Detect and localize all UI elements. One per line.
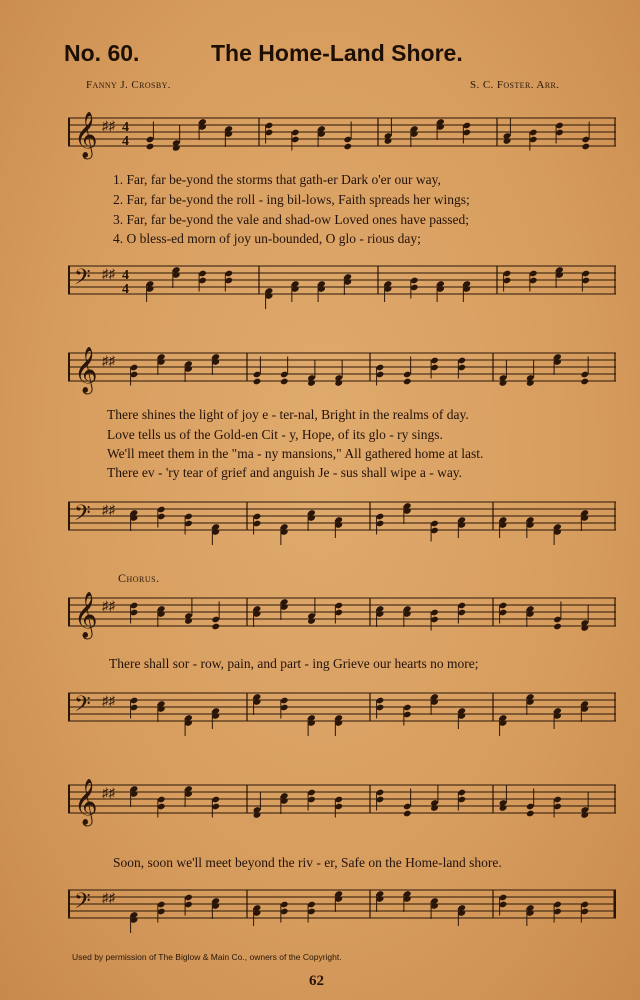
hymn-number: No. 60.: [64, 40, 140, 66]
treble-clef-icon: 𝄞: [74, 592, 98, 638]
key-signature-sharps: ♯♯: [102, 266, 115, 281]
verse-line-5: There shines the light of joy e - ter-nal, Bright in the realms of day.: [107, 407, 469, 422]
treble-clef-icon: 𝄞: [74, 112, 98, 158]
key-signature-sharps: ♯♯: [102, 598, 115, 613]
verse-line-8: There ev - 'ry tear of grief and anguish Je - sus shall wipe a - way.: [107, 465, 463, 480]
bass-clef-icon: 𝄢: [74, 889, 91, 919]
copyright-footnote: Used by permission of The Biglow & Main Co., owners of the Copyright.: [72, 952, 342, 962]
time-signature-numerator: 4: [122, 120, 129, 135]
treble-clef-icon: 𝄞: [74, 347, 98, 393]
chorus-lyric-2: Soon, soon we'll meet beyond the riv - er, Safe on the Home-land shore.: [113, 855, 502, 870]
treble-staff-system-1: [68, 108, 616, 168]
time-signature-denominator: 4: [122, 134, 129, 149]
bass-staff-system-2: [68, 492, 616, 552]
key-signature-sharps: ♯♯: [102, 890, 115, 905]
time-signature-denominator: 4: [122, 282, 129, 297]
bass-staff-system-3: [68, 683, 616, 743]
bass-clef-icon: 𝄢: [74, 692, 91, 722]
verse-line-2: 2. Far, far be-yond the roll - ing bil-lows, Faith spreads her wings;: [113, 192, 470, 207]
verse-line-1: 1. Far, far be-yond the storms that gath-er Dark o'er our way,: [113, 172, 441, 187]
bass-staff-system-1: [68, 256, 616, 316]
verse-line-6: Love tells us of the Gold-en Cit - y, Hope, of its glo - ry sings.: [107, 427, 443, 442]
treble-clef-icon: 𝄞: [74, 779, 98, 825]
key-signature-sharps: ♯♯: [102, 118, 115, 133]
treble-staff-system-2: [68, 343, 616, 403]
chorus-label: Chorus.: [118, 571, 160, 585]
key-signature-sharps: ♯♯: [102, 502, 115, 517]
hymn-title: The Home-Land Shore.: [211, 40, 463, 66]
verse-line-4: 4. O bless-ed morn of joy un-bounded, O glo - rious day;: [113, 231, 421, 246]
time-signature-numerator: 4: [122, 268, 129, 283]
key-signature-sharps: ♯♯: [102, 353, 115, 368]
verse-line-3: 3. Far, far be-yond the vale and shad-ow Loved ones have passed;: [113, 212, 469, 227]
bass-clef-icon: 𝄢: [74, 501, 91, 531]
chorus-lyric-1: There shall sor - row, pain, and part - ing Grieve our hearts no more;: [109, 656, 479, 671]
treble-staff-system-4: [68, 775, 616, 835]
key-signature-sharps: ♯♯: [102, 785, 115, 800]
verse-line-7: We'll meet them in the "ma - ny mansions," All gathered home at last.: [107, 446, 484, 461]
composer-credit: S. C. Foster. Arr.: [470, 79, 560, 91]
lyricist-credit: Fanny J. Crosby.: [86, 79, 171, 91]
bass-staff-system-4: [68, 880, 616, 940]
bass-clef-icon: 𝄢: [74, 265, 91, 295]
treble-staff-system-3: [68, 588, 616, 648]
key-signature-sharps: ♯♯: [102, 693, 115, 708]
page-number: 62: [309, 973, 324, 989]
